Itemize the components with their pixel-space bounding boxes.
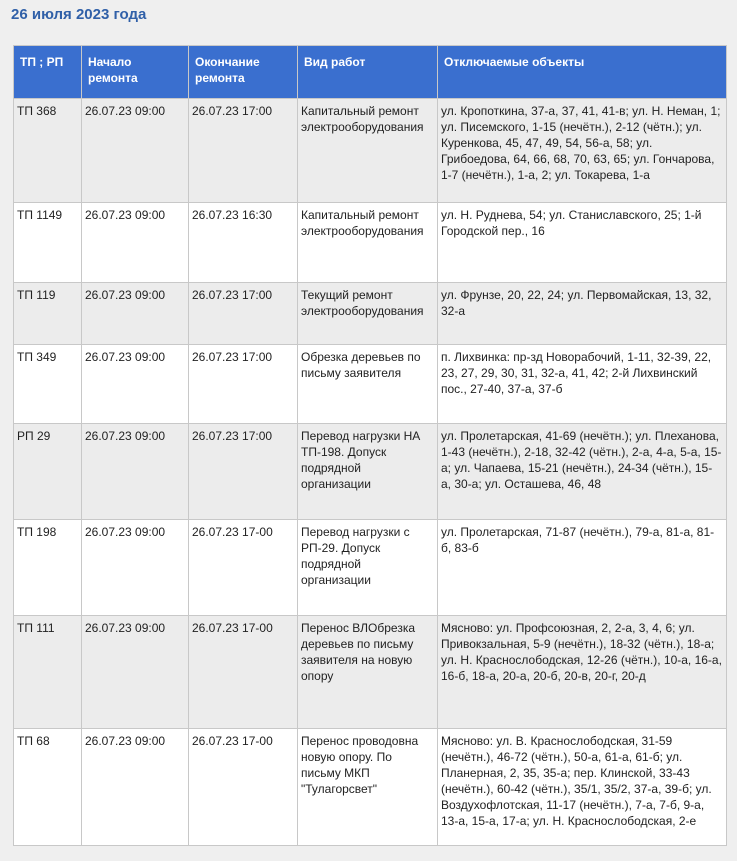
cell-end: 26.07.23 16:30	[189, 203, 298, 283]
cell-objects: Мясново: ул. Профсоюзная, 2, 2-а, 3, 4, 6; ул. Привокзальная, 5-9 (нечётн.), 18-32 (чётн.), 18-а; ул. Н. Краснослободская, 12-26 (чётн.), 10-а, 16-а, 16-б, 18-а, 20-а, 20-б, 20-в, 20-г, 20-д	[438, 616, 727, 729]
column-header-tp: ТП ; РП	[14, 46, 82, 99]
cell-end: 26.07.23 17:00	[189, 99, 298, 203]
cell-end: 26.07.23 17-00	[189, 729, 298, 846]
outage-schedule-table	[13, 45, 727, 846]
column-header-end: Окончание ремонта	[189, 46, 298, 99]
cell-objects: ул. Фрунзе, 20, 22, 24; ул. Первомайская, 13, 32, 32-а	[438, 283, 727, 345]
table-row	[14, 345, 727, 424]
cell-end: 26.07.23 17-00	[189, 616, 298, 729]
cell-start: 26.07.23 09:00	[82, 99, 189, 203]
table-row	[14, 520, 727, 616]
cell-tp: ТП 1149	[14, 203, 82, 283]
cell-work: Капитальный ремонт электрооборудования	[298, 99, 438, 203]
cell-start: 26.07.23 09:00	[82, 424, 189, 520]
table-row	[14, 616, 727, 729]
cell-start: 26.07.23 09:00	[82, 283, 189, 345]
cell-objects: ул. Пролетарская, 41-69 (нечётн.); ул. Плеханова, 1-43 (нечётн.), 2-18, 32-42 (чётн.), 2-а, 4-а, 5-а, 15-а; ул. Чапаева, 15-21 (нечётн.), 24-34 (чётн.), 15-а, 30-а; ул. Осташева, 46, 48	[438, 424, 727, 520]
cell-work: Текущий ремонт электрооборудования	[298, 283, 438, 345]
cell-work: Капитальный ремонт электрооборудования	[298, 203, 438, 283]
cell-objects: ул. Пролетарская, 71-87 (нечётн.), 79-а, 81-а, 81-б, 83-б	[438, 520, 727, 616]
cell-work: Обрезка деревьев по письму заявителя	[298, 345, 438, 424]
cell-start: 26.07.23 09:00	[82, 345, 189, 424]
cell-tp: ТП 368	[14, 99, 82, 203]
page-title: 26 июля 2023 года	[11, 6, 147, 23]
cell-start: 26.07.23 09:00	[82, 729, 189, 846]
column-header-work: Вид работ	[298, 46, 438, 99]
cell-tp: ТП 119	[14, 283, 82, 345]
cell-end: 26.07.23 17-00	[189, 520, 298, 616]
column-header-start: Начало ремонта	[82, 46, 189, 99]
cell-end: 26.07.23 17:00	[189, 424, 298, 520]
cell-work: Перевод нагрузки с РП-29. Допуск подрядной организации	[298, 520, 438, 616]
cell-work: Перенос ВЛОбрезка деревьев по письму заявителя на новую опору	[298, 616, 438, 729]
cell-tp: РП 29	[14, 424, 82, 520]
cell-objects: ул. Кропоткина, 37-а, 37, 41, 41-в; ул. Н. Неман, 1; ул. Писемского, 1-15 (нечётн.), 2-12 (чётн.); ул. Куренкова, 45, 47, 49, 54, 56-а, 58; ул. Грибоедова, 64, 66, 68, 70, 63, 65; ул. Гончарова, 1-7 (нечётн.), 1-а, 2; ул. Токарева, 1-а	[438, 99, 727, 203]
table-row	[14, 729, 727, 846]
cell-objects: ул. Н. Руднева, 54; ул. Станиславского, 25; 1-й Городской пер., 16	[438, 203, 727, 283]
cell-start: 26.07.23 09:00	[82, 616, 189, 729]
cell-work: Перенос проводовна новую опору. По письму МКП "Тулагорсвет"	[298, 729, 438, 846]
cell-tp: ТП 198	[14, 520, 82, 616]
cell-start: 26.07.23 09:00	[82, 203, 189, 283]
cell-end: 26.07.23 17:00	[189, 345, 298, 424]
cell-objects: п. Лихвинка: пр-зд Новорабочий, 1-11, 32-39, 22, 23, 27, 29, 30, 31, 32-а, 41, 42; 2-й Лихвинский пос., 27-40, 37-а, 37-б	[438, 345, 727, 424]
cell-start: 26.07.23 09:00	[82, 520, 189, 616]
table-row	[14, 283, 727, 345]
cell-work: Перевод нагрузки НА ТП-198. Допуск подрядной организации	[298, 424, 438, 520]
cell-objects: Мясново: ул. В. Краснослободская, 31-59 (нечётн.), 46-72 (чётн.), 50-а, 61-а, 61-б; ул. Планерная, 2, 35, 35-а; пер. Клинской, 33-43 (нечётн.), 60-42 (чётн.), 35/1, 35/2, 37-а, 39-б; ул. Воздухофлотская, 11-17 (нечётн.), 7-а, 7-б, 9-а, 13-а, 15-а, 17-а; ул. Н. Краснослободская, 2-е	[438, 729, 727, 846]
cell-tp: ТП 349	[14, 345, 82, 424]
table-row	[14, 203, 727, 283]
cell-end: 26.07.23 17:00	[189, 283, 298, 345]
table-header-row	[14, 46, 727, 99]
table-row	[14, 424, 727, 520]
cell-tp: ТП 111	[14, 616, 82, 729]
column-header-objects: Отключаемые объекты	[438, 46, 727, 99]
cell-tp: ТП 68	[14, 729, 82, 846]
table-row	[14, 99, 727, 203]
